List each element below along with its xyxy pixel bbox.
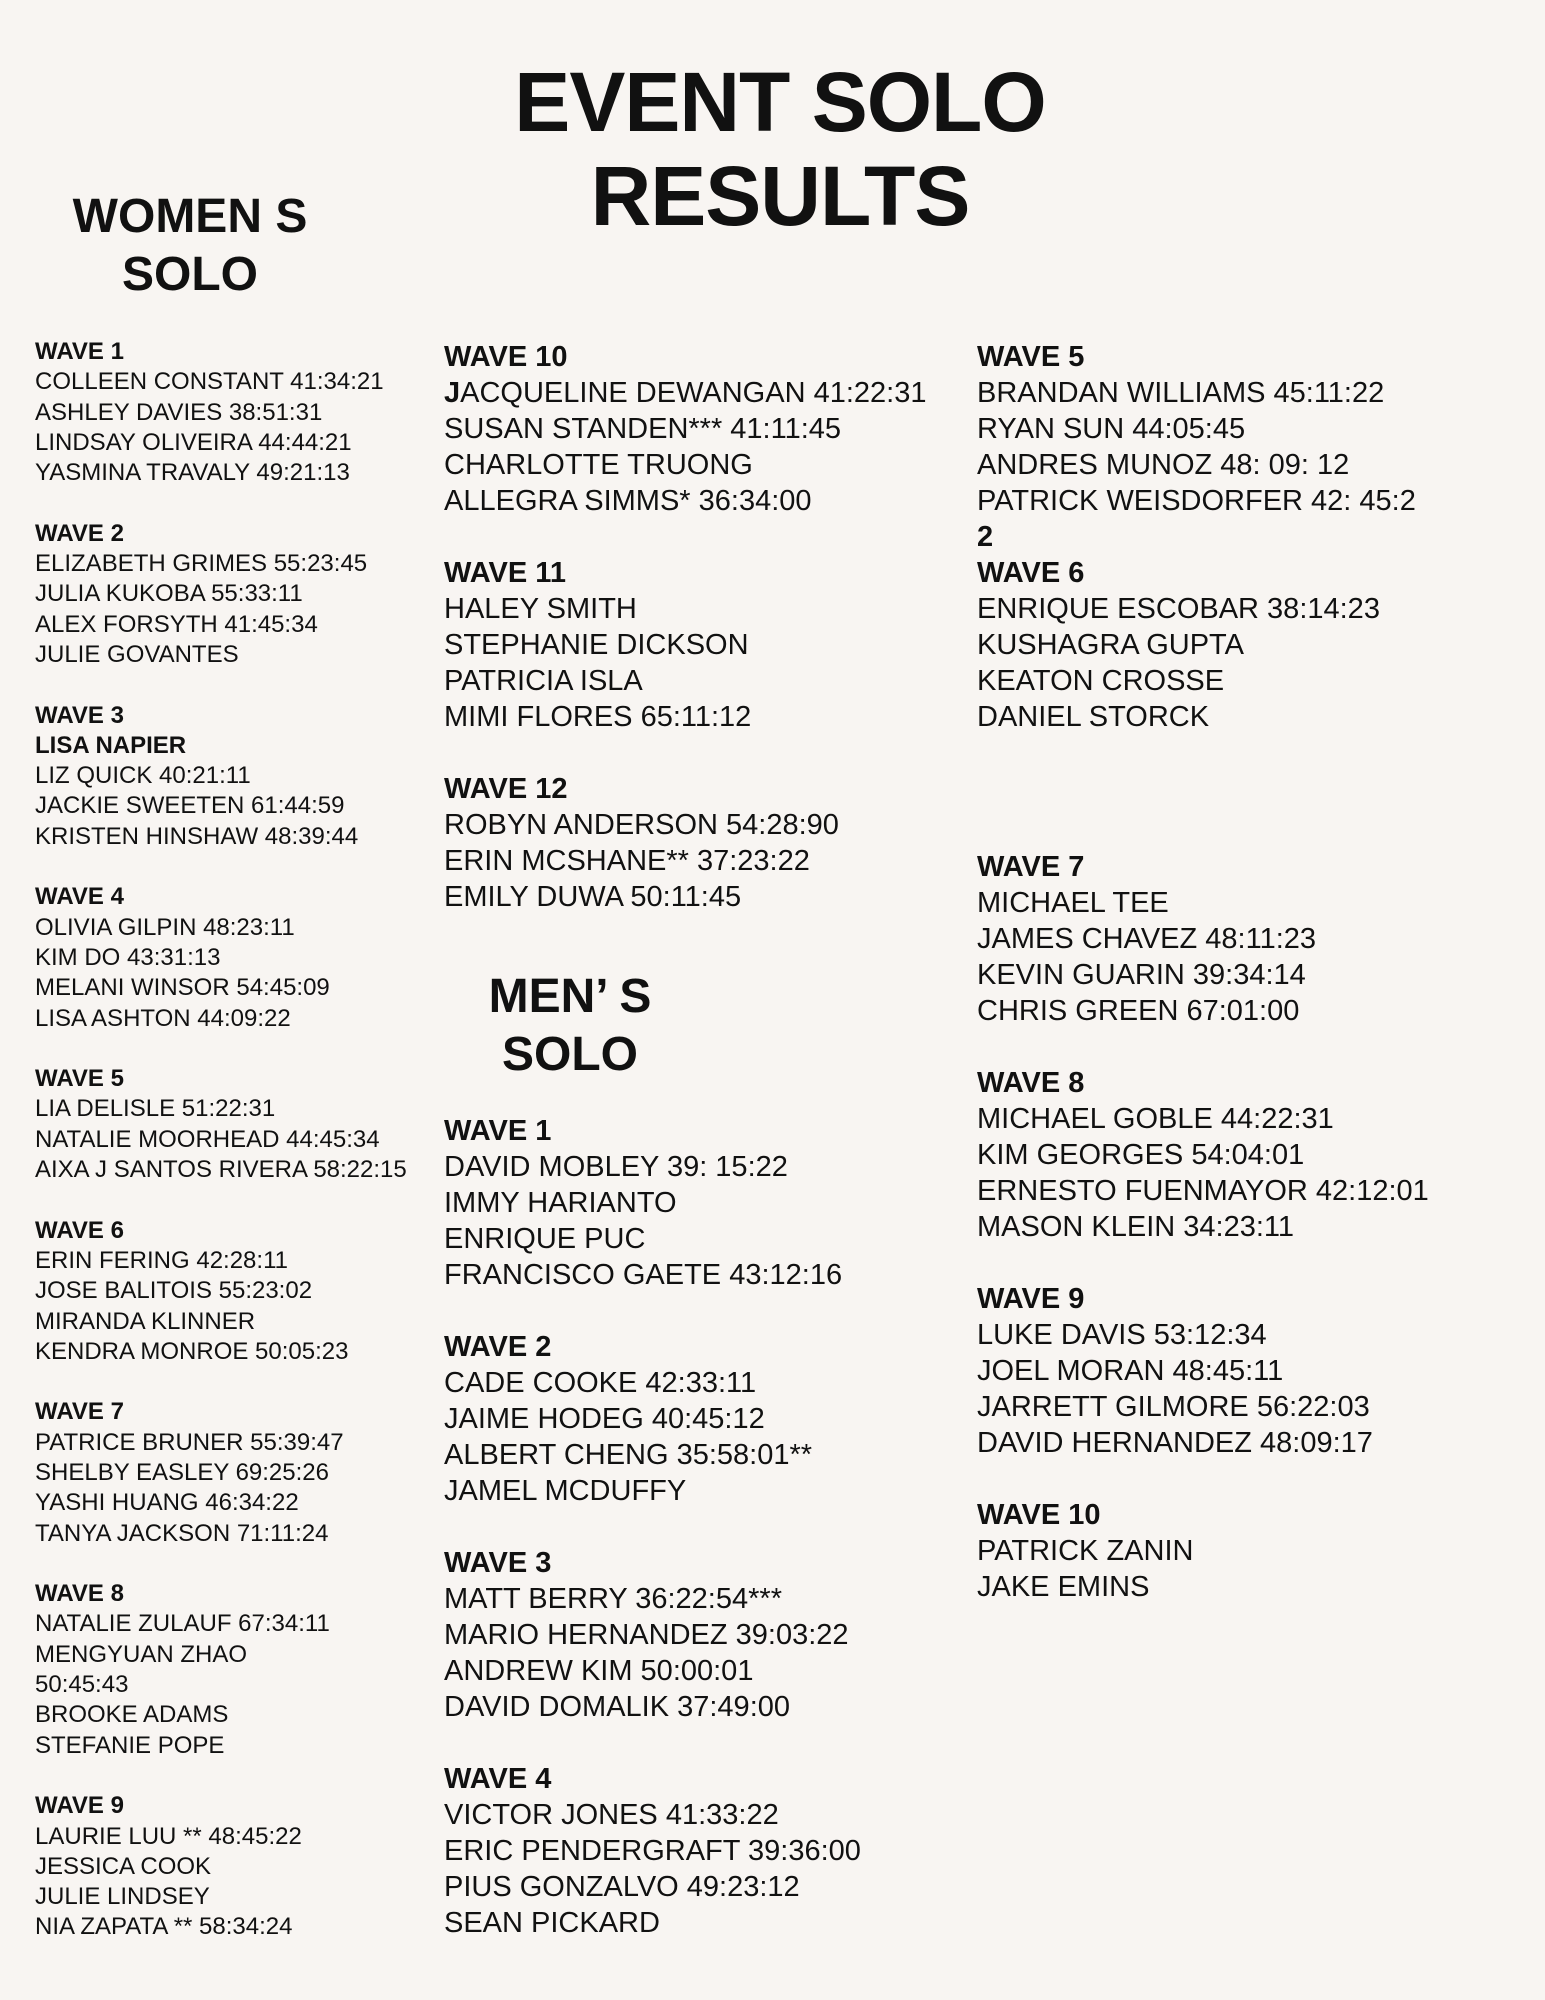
womens-waves-column <box>35 337 407 1973</box>
result-entry: ANDRES MUNOZ 48: 09: 12 <box>977 449 1350 481</box>
result-entry: STEPHANIE DICKSON <box>444 629 749 661</box>
wave-group <box>977 555 1416 735</box>
result-entry: 50:45:43 <box>35 1671 129 1699</box>
result-entry: ERIN MCSHANE** 37:23:22 <box>444 845 810 877</box>
mens-waves-right-bottom-column <box>977 849 1429 1641</box>
mens-waves-right-top-column <box>977 339 1416 735</box>
result-entry: MIMI FLORES 65:11:12 <box>444 701 752 733</box>
result-entry: ROBYN ANDERSON 54:28:90 <box>444 809 839 841</box>
result-entry: BROOKE ADAMS <box>35 1701 229 1729</box>
wave-label: WAVE 1 <box>35 338 124 365</box>
mens-solo-heading-line-2: SOLO <box>501 1028 638 1081</box>
result-entry: NATALIE ZULAUF 67:34:11 <box>35 1610 330 1638</box>
wave-label: WAVE 7 <box>35 1398 124 1426</box>
wave-label: WAVE 2 <box>35 519 124 547</box>
result-entry: FRANCISCO GAETE 43:12:16 <box>444 1259 843 1291</box>
page-title <box>380 55 1180 243</box>
result-entry: DANIEL STORCK <box>977 701 1210 733</box>
wave-label: WAVE 1 <box>444 1115 552 1147</box>
wave-label: WAVE 6 <box>35 1216 124 1244</box>
result-entry: CHRIS GREEN 67:01:00 <box>977 995 1300 1027</box>
wave-group <box>444 339 926 519</box>
wave-group <box>35 1064 407 1185</box>
result-entry: JACKIE SWEETEN 61:44:59 <box>35 792 345 820</box>
wave-label: WAVE 8 <box>35 1580 124 1608</box>
wave-group <box>35 701 407 852</box>
result-entry: MIRANDA KLINNER <box>35 1307 256 1335</box>
result-entry <box>444 375 926 411</box>
result-entry: JAKE EMINS <box>977 1571 1150 1603</box>
result-entry: CHARLOTTE TRUONG <box>444 449 753 481</box>
result-entry-overflow: 2 <box>977 521 994 553</box>
wave-label: WAVE 9 <box>35 1792 124 1820</box>
result-entry: YASHI HUANG 46:34:22 <box>35 1489 299 1517</box>
result-entry: JESSICA COOK <box>35 1852 212 1880</box>
result-entry: MELANI WINSOR 54:45:09 <box>35 974 330 1002</box>
wave-group <box>444 1545 861 1725</box>
wave-group <box>35 1791 407 1942</box>
result-entry: COLLEEN CONSTANT 41:34:21 <box>35 368 384 396</box>
wave-group <box>444 1113 861 1293</box>
result-entry: ALBERT CHENG 35:58:01** <box>444 1439 813 1471</box>
result-entry: SHELBY EASLEY 69:25:26 <box>35 1458 329 1486</box>
result-entry: NIA ZAPATA ** 58:34:24 <box>35 1913 293 1941</box>
result-entry: LISA ASHTON 44:09:22 <box>35 1004 291 1032</box>
wave-label: WAVE 3 <box>444 1547 552 1579</box>
wave-group <box>35 1397 407 1548</box>
wave-label: WAVE 9 <box>977 1283 1085 1315</box>
result-entry-initial: J <box>444 377 461 409</box>
wave-label: WAVE 4 <box>444 1763 552 1795</box>
wave-group <box>977 1281 1429 1461</box>
result-entry: DAVID MOBLEY 39: 15:22 <box>444 1151 788 1183</box>
mens-solo-heading <box>440 968 700 1084</box>
result-entry: LINDSAY OLIVEIRA 44:44:21 <box>35 428 352 456</box>
result-entry: KEATON CROSSE <box>977 665 1225 697</box>
result-entry: JULIE LINDSEY <box>35 1883 210 1911</box>
womens-solo-heading-line-1: WOMEN S <box>72 190 308 243</box>
result-entry: ENRIQUE PUC <box>444 1223 646 1255</box>
result-entry: YASMINA TRAVALY 49:21:13 <box>35 459 350 487</box>
result-entry: ANDREW KIM 50:00:01 <box>444 1655 754 1687</box>
result-entry: KEVIN GUARIN 39:34:14 <box>977 959 1306 991</box>
wave-group <box>444 771 926 915</box>
result-entry: PATRICK WEISDORFER 42: 45:2 <box>977 485 1416 517</box>
wave-group <box>977 1497 1429 1605</box>
result-entry: MASON KLEIN 34:23:11 <box>977 1211 1295 1243</box>
mens-waves-column <box>444 1113 861 1977</box>
wave-label: WAVE 5 <box>35 1065 124 1093</box>
result-entry: JAMEL MCDUFFY <box>444 1475 687 1507</box>
result-entry: MICHAEL GOBLE 44:22:31 <box>977 1103 1334 1135</box>
result-entry-rest: ACQUELINE DEWANGAN 41:22:31 <box>460 377 927 409</box>
result-entry: KIM GEORGES 54:04:01 <box>977 1139 1305 1171</box>
result-entry: ASHLEY DAVIES 38:51:31 <box>35 398 323 426</box>
result-entry: DAVID DOMALIK 37:49:00 <box>444 1691 791 1723</box>
result-entry: JULIE GOVANTES <box>35 640 239 668</box>
page-title-line-2: RESULTS <box>590 149 970 243</box>
result-entry: SUSAN STANDEN*** 41:11:45 <box>444 413 842 445</box>
result-entry: MATT BERRY 36:22:54*** <box>444 1583 782 1615</box>
wave-label: WAVE 12 <box>444 773 568 805</box>
result-entry: LUKE DAVIS 53:12:34 <box>977 1319 1267 1351</box>
result-entry: JOEL MORAN 48:45:11 <box>977 1355 1284 1387</box>
result-entry: JARRETT GILMORE 56:22:03 <box>977 1391 1370 1423</box>
wave-label: WAVE 3 <box>35 701 124 729</box>
wave-label: WAVE 4 <box>35 883 124 911</box>
result-entry: LIZ QUICK 40:21:11 <box>35 762 251 790</box>
wave-group <box>444 555 926 735</box>
result-entry: PIUS GONZALVO 49:23:12 <box>444 1871 800 1903</box>
result-entry: VICTOR JONES 41:33:22 <box>444 1799 779 1831</box>
wave-group <box>977 849 1429 1029</box>
result-entry: EMILY DUWA 50:11:45 <box>444 881 742 913</box>
result-entry: OLIVIA GILPIN 48:23:11 <box>35 913 295 941</box>
result-entry: LAURIE LUU ** 48:45:22 <box>35 1822 302 1850</box>
mens-solo-heading-line-1: MEN’ S <box>488 970 652 1023</box>
result-entry: LISA NAPIER <box>35 731 187 759</box>
wave-group <box>35 519 407 670</box>
womens-solo-heading-line-2: SOLO <box>121 248 258 301</box>
wave-label: WAVE 2 <box>444 1331 552 1363</box>
result-entry: PATRICK ZANIN <box>977 1535 1194 1567</box>
wave-label: WAVE 6 <box>977 557 1085 589</box>
result-entry: IMMY HARIANTO <box>444 1187 677 1219</box>
wave-group <box>977 339 1416 555</box>
result-entry: KIM DO 43:31:13 <box>35 943 221 971</box>
result-entry: KENDRA MONROE 50:05:23 <box>35 1337 349 1365</box>
result-entry: KRISTEN HINSHAW 48:39:44 <box>35 822 359 850</box>
result-entry: MENGYUAN ZHAO <box>35 1640 248 1668</box>
wave-label: WAVE 8 <box>977 1067 1085 1099</box>
result-entry: TANYA JACKSON 71:11:24 <box>35 1519 329 1547</box>
result-entry: PATRICE BRUNER 55:39:47 <box>35 1428 344 1456</box>
result-entry: CADE COOKE 42:33:11 <box>444 1367 757 1399</box>
result-entry: SEAN PICKARD <box>444 1907 660 1939</box>
result-entry: JAIME HODEG 40:45:12 <box>444 1403 765 1435</box>
result-entry: ALLEGRA SIMMS* 36:34:00 <box>444 485 812 517</box>
result-entry: ELIZABETH GRIMES 55:23:45 <box>35 550 368 578</box>
result-entry: JOSE BALITOIS 55:23:02 <box>35 1277 313 1305</box>
result-entry: MICHAEL TEE <box>977 887 1169 919</box>
result-entry: STEFANIE POPE <box>35 1731 225 1759</box>
result-entry: JULIA KUKOBA 55:33:11 <box>35 580 303 608</box>
wave-label: WAVE 7 <box>977 851 1085 883</box>
result-entry: PATRICIA ISLA <box>444 665 643 697</box>
wave-group <box>444 1329 861 1509</box>
result-entry: NATALIE MOORHEAD 44:45:34 <box>35 1125 380 1153</box>
result-entry: KUSHAGRA GUPTA <box>977 629 1244 661</box>
result-entry: JAMES CHAVEZ 48:11:23 <box>977 923 1317 955</box>
page-title-line-1: EVENT SOLO <box>514 55 1046 149</box>
womens-waves-continued-column <box>444 339 926 951</box>
result-entry: BRANDAN WILLIAMS 45:11:22 <box>977 377 1385 409</box>
result-entry: ENRIQUE ESCOBAR 38:14:23 <box>977 593 1380 625</box>
wave-group <box>35 337 407 488</box>
wave-group <box>35 882 407 1033</box>
wave-group <box>977 1065 1429 1245</box>
result-entry: RYAN SUN 44:05:45 <box>977 413 1246 445</box>
result-entry: ERIC PENDERGRAFT 39:36:00 <box>444 1835 861 1867</box>
result-entry: HALEY SMITH <box>444 593 637 625</box>
wave-group <box>444 1761 861 1941</box>
result-entry: DAVID HERNANDEZ 48:09:17 <box>977 1427 1373 1459</box>
wave-label: WAVE 5 <box>977 341 1085 373</box>
result-entry: MARIO HERNANDEZ 39:03:22 <box>444 1619 849 1651</box>
wave-label: WAVE 10 <box>977 1499 1101 1531</box>
wave-label: WAVE 11 <box>444 557 566 589</box>
wave-label: WAVE 10 <box>444 341 568 373</box>
result-entry: ERIN FERING 42:28:11 <box>35 1246 288 1274</box>
womens-solo-heading <box>40 188 340 304</box>
wave-group <box>35 1216 407 1367</box>
result-entry: ALEX FORSYTH 41:45:34 <box>35 610 318 638</box>
result-entry: ERNESTO FUENMAYOR 42:12:01 <box>977 1175 1429 1207</box>
result-entry: LIA DELISLE 51:22:31 <box>35 1095 276 1123</box>
wave-group <box>35 1579 407 1761</box>
result-entry: AIXA J SANTOS RIVERA 58:22:15 <box>35 1156 407 1184</box>
